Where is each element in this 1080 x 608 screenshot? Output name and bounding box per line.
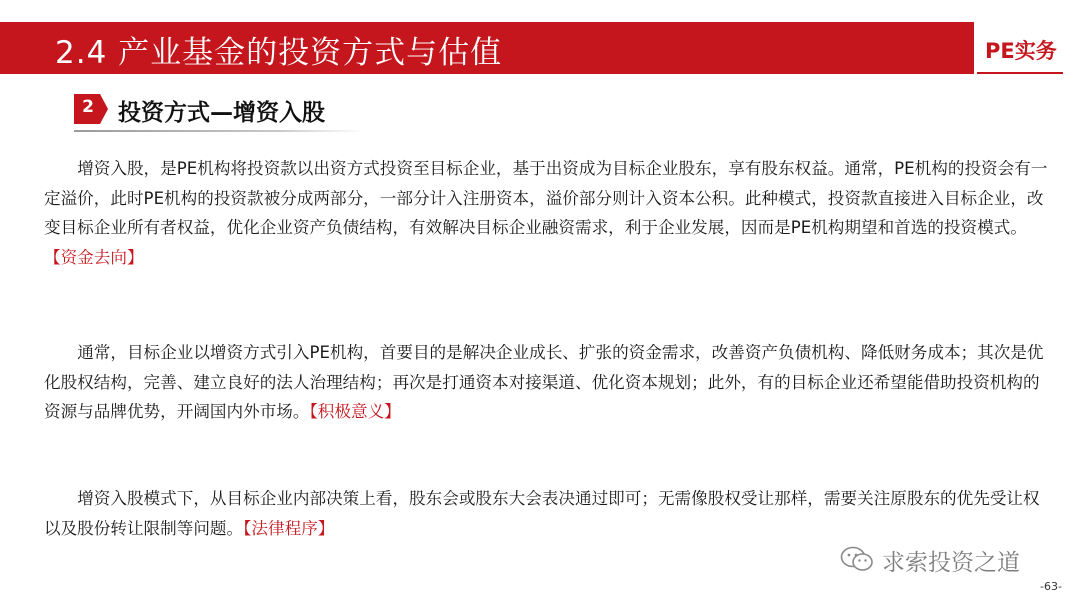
section-heading bbox=[74, 88, 374, 132]
paragraph-text: 增资入股，是PE机构将投资款以出资方式投资至目标企业，基于出资成为目标企业股东，享有股东权益。通常，PE机构的投资会有一定溢价，此时PE机构的投资款被分成两部分，一部分计入注册资本，溢价部分则计入资本公积。此种模式，投资款直接进入目标企业，改变目标企业所有者权益，优化企业资产负债结构，有效解决目标企业融资需求，利于企业发展，因而是PE机构期望和首选的投资模式。 bbox=[44, 159, 1048, 237]
paragraph-positive-significance bbox=[44, 338, 1050, 427]
paragraph-text: 通常，目标企业以增资方式引入PE机构，首要目的是解决企业成长、扩张的资金需求，改善资产负债机构、降低财务成本；其次是优化股权结构，完善、建立良好的法人治理结构；再次是打通资本对接渠道、优化资本规划；此外，有的目标企业还希望能借助投资机构的资源与品牌优势，开阔国内外市场。 bbox=[44, 343, 1044, 421]
wechat-icon bbox=[840, 546, 874, 572]
brand-box bbox=[977, 22, 1063, 74]
paragraph-capital-flow bbox=[44, 154, 1050, 272]
section-title: 投资方式—增资入股 bbox=[118, 100, 325, 126]
section-underline bbox=[74, 130, 364, 132]
watermark-text: 求索投资之道 bbox=[882, 550, 1020, 576]
title-bar bbox=[0, 22, 974, 74]
tag-capital-flow: 【资金去向】 bbox=[44, 247, 144, 267]
section-number: 2 bbox=[82, 97, 94, 117]
paragraph-legal-procedure bbox=[44, 484, 1050, 543]
brand-label: PE实务 bbox=[985, 39, 1057, 63]
tag-legal-procedure: 【法律程序】 bbox=[243, 518, 335, 538]
page-title: 2.4 产业基金的投资方式与估值 bbox=[55, 35, 503, 71]
tag-positive-significance: 【积极意义】 bbox=[309, 402, 401, 421]
paragraph-text: 增资入股模式下，从目标企业内部决策上看，股东会或股东大会表决通过即可；无需像股权受让那样，需要关注原股东的优先受让权以及股份转让限制等问题。 bbox=[44, 489, 1040, 538]
section-number-badge bbox=[74, 94, 108, 124]
page-number: -63- bbox=[1040, 580, 1062, 593]
